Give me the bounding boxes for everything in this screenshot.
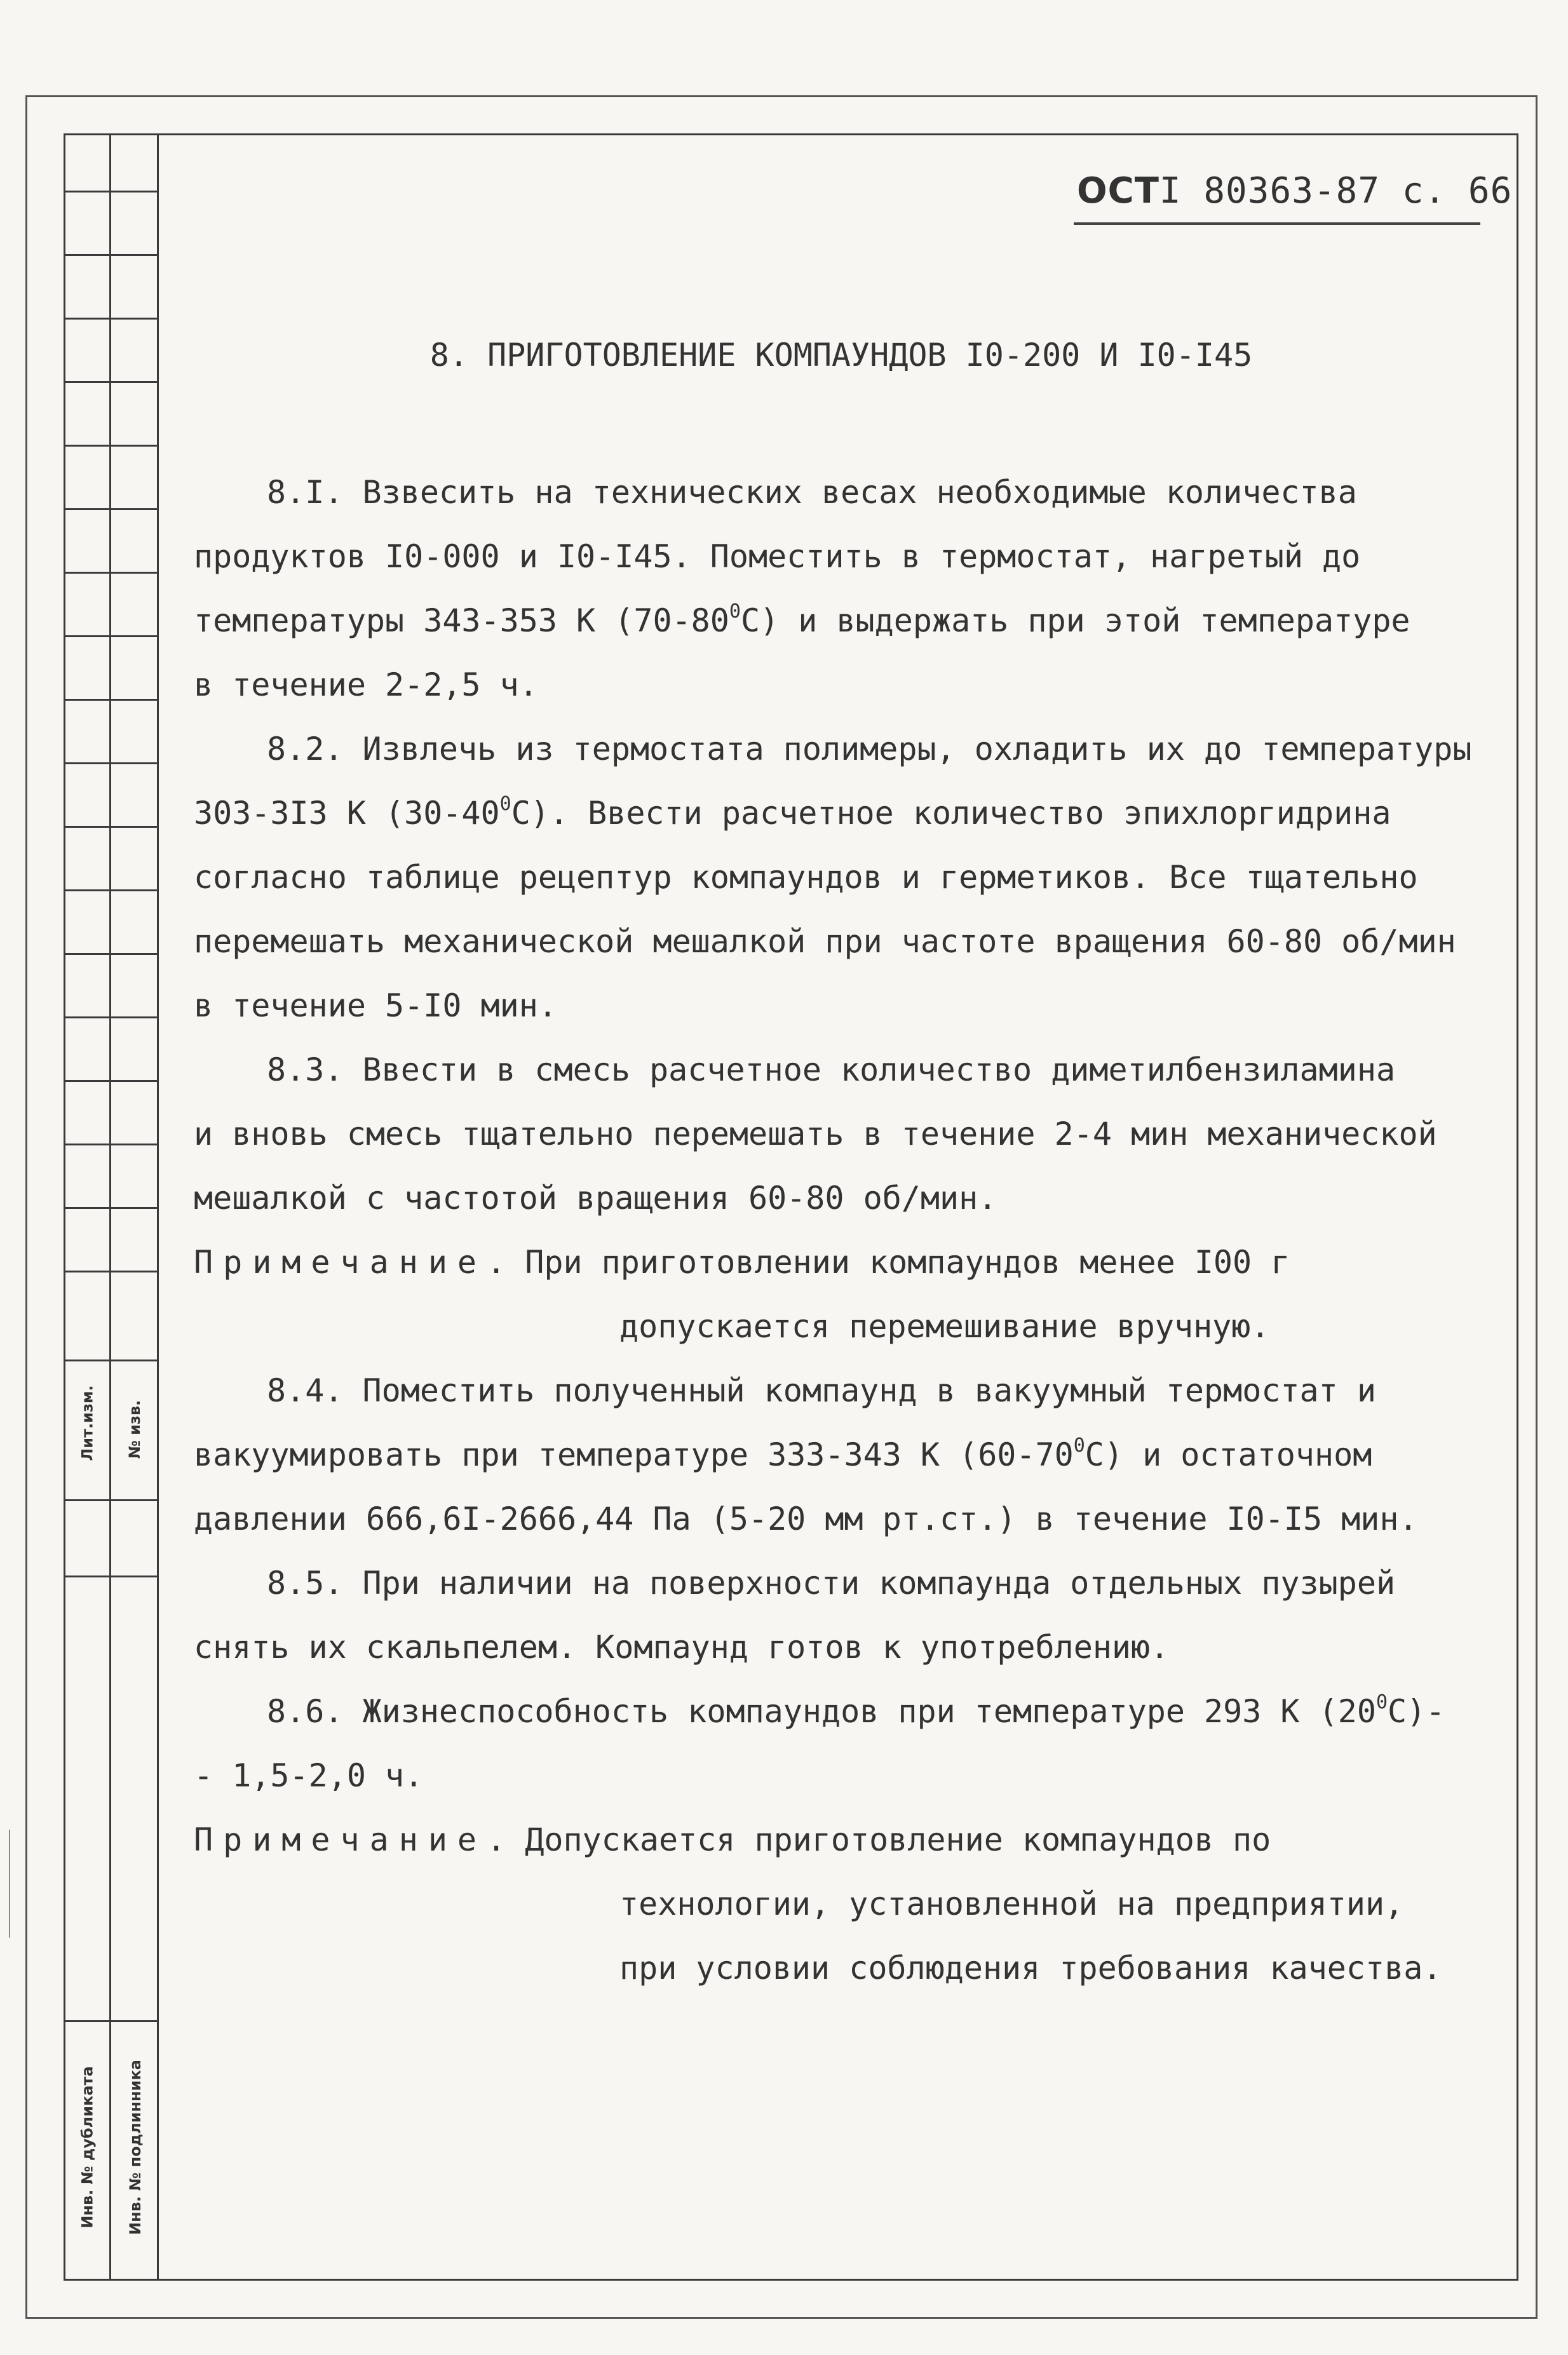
margin-stamp-rule [64, 508, 159, 510]
margin-stamp-rule [64, 1576, 159, 1577]
margin-stamp-rule [64, 826, 159, 828]
margin-label-inv-podlinnika: Инв. № подлинника [126, 2060, 144, 2235]
paragraph-8-2-line: в течение 5-I0 мин. [194, 987, 557, 1024]
margin-stamp-rule [64, 1271, 159, 1272]
paragraph-8-2-line: 303-3I3 К $(30-40^0С)$. Ввести расчетное количество эпихлоргидрина [194, 793, 1391, 832]
paragraph-8-4-line: вакуумировать при температуре 333-343 К $(60-70^0С)$ и остаточном [194, 1434, 1372, 1473]
margin-stamp-rule [64, 381, 159, 383]
margin-stamp-rule [64, 1080, 159, 1082]
paragraph-8-3-line: 8.3. Ввести в смесь расчетное количество диметилбензиламина [267, 1051, 1396, 1088]
paragraph-8-2-line: 8.2. Извлечь из термостата полимеры, охладить их до температуры [267, 731, 1472, 767]
note-2-line: Примечание. Допускается приготовление компаундов по [194, 1821, 1271, 1858]
note-1-line: Примечание. При приготовлении компаундов менее I00 г [194, 1244, 1290, 1281]
paragraph-8-2-line: перемешать механической мешалкой при частоте вращения 60-80 об/мин [194, 923, 1456, 960]
document-code: ОСТI 80363-87 с. 66 [1077, 170, 1513, 212]
section-title: 8. ПРИГОТОВЛЕНИЕ КОМПАУНДОВ I0-200 И I0-I45 [429, 337, 1253, 374]
margin-stamp-rule [64, 1207, 159, 1209]
note-label: Примечание [194, 1244, 487, 1281]
margin-label-lit-izm: Лит.изм. [78, 1385, 97, 1461]
margin-stamp-rule [64, 572, 159, 574]
margin-stamp-rule [64, 953, 159, 955]
margin-stamp-rule [64, 1016, 159, 1018]
margin-label-inv-dublikata: Инв. № дубликата [78, 2066, 97, 2229]
paragraph-8-1-line: температуры 343-353 К $(70-80^0С)$ и выдержать при этой температуре [194, 600, 1410, 639]
margin-stamp-rule [64, 318, 159, 320]
paragraph-8-1-line: 8.I. Взвесить на технических весах необходимые количества [267, 474, 1357, 511]
paragraph-8-4-line: давлении 666,6I-2666,44 Па (5-20 мм рт.ст.) в течение I0-I5 мин. [194, 1501, 1418, 1537]
paragraph-8-2-line: согласно таблице рецептур компаундов и герметиков. Все тщательно [194, 859, 1418, 896]
paragraph-8-3-line: мешалкой с частотой вращения 60-80 об/мин. [194, 1180, 997, 1217]
margin-stamp-rule [64, 1144, 159, 1145]
document-code-underline [1074, 222, 1480, 225]
margin-stamp-rule [64, 445, 159, 447]
margin-stamp-rule [64, 254, 159, 256]
paragraph-8-6-line: - 1,5-2,0 ч. [194, 1757, 424, 1794]
margin-stamp-rule [64, 762, 159, 764]
scan-mark [9, 1830, 10, 1938]
margin-stamp-rule [64, 699, 159, 701]
margin-label-no-izv: № изв. [126, 1400, 144, 1459]
note-label: Примечание [194, 1821, 487, 1858]
paragraph-8-6-line: 8.6. Жизнеспособность компаундов при температуре 293 К $(20^0С)-$ [267, 1691, 1445, 1730]
margin-stamp-rule [64, 1499, 159, 1501]
paragraph-8-5-line: снять их скальпелем. Компаунд готов к употреблению. [194, 1629, 1170, 1666]
paragraph-8-5-line: 8.5. При наличии на поверхности компаунда отдельных пузырей [267, 1565, 1396, 1602]
document-body [194, 461, 1503, 2001]
paragraph-8-1-line: в течение 2-2,5 ч. [194, 666, 538, 703]
paragraph-8-4-line: 8.4. Поместить полученный компаунд в вакуумный термостат и [267, 1372, 1376, 1409]
note-1-line: допускается перемешивание вручную. [619, 1308, 1270, 1345]
note-2-line: технологии, установленной на предприятии, [619, 1886, 1404, 1922]
paragraph-8-3-line: и вновь смесь тщательно перемешать в течение 2-4 мин механической [194, 1116, 1437, 1152]
note-2-line: при условии соблюдения требования качества. [619, 1950, 1442, 1987]
paragraph-8-1-line: продуктов I0-000 и I0-I45. Поместить в термостат, нагретый до [194, 538, 1361, 575]
margin-stamp-rule [64, 889, 159, 891]
margin-stamp-rule [64, 635, 159, 637]
margin-stamp-rule [64, 191, 159, 192]
